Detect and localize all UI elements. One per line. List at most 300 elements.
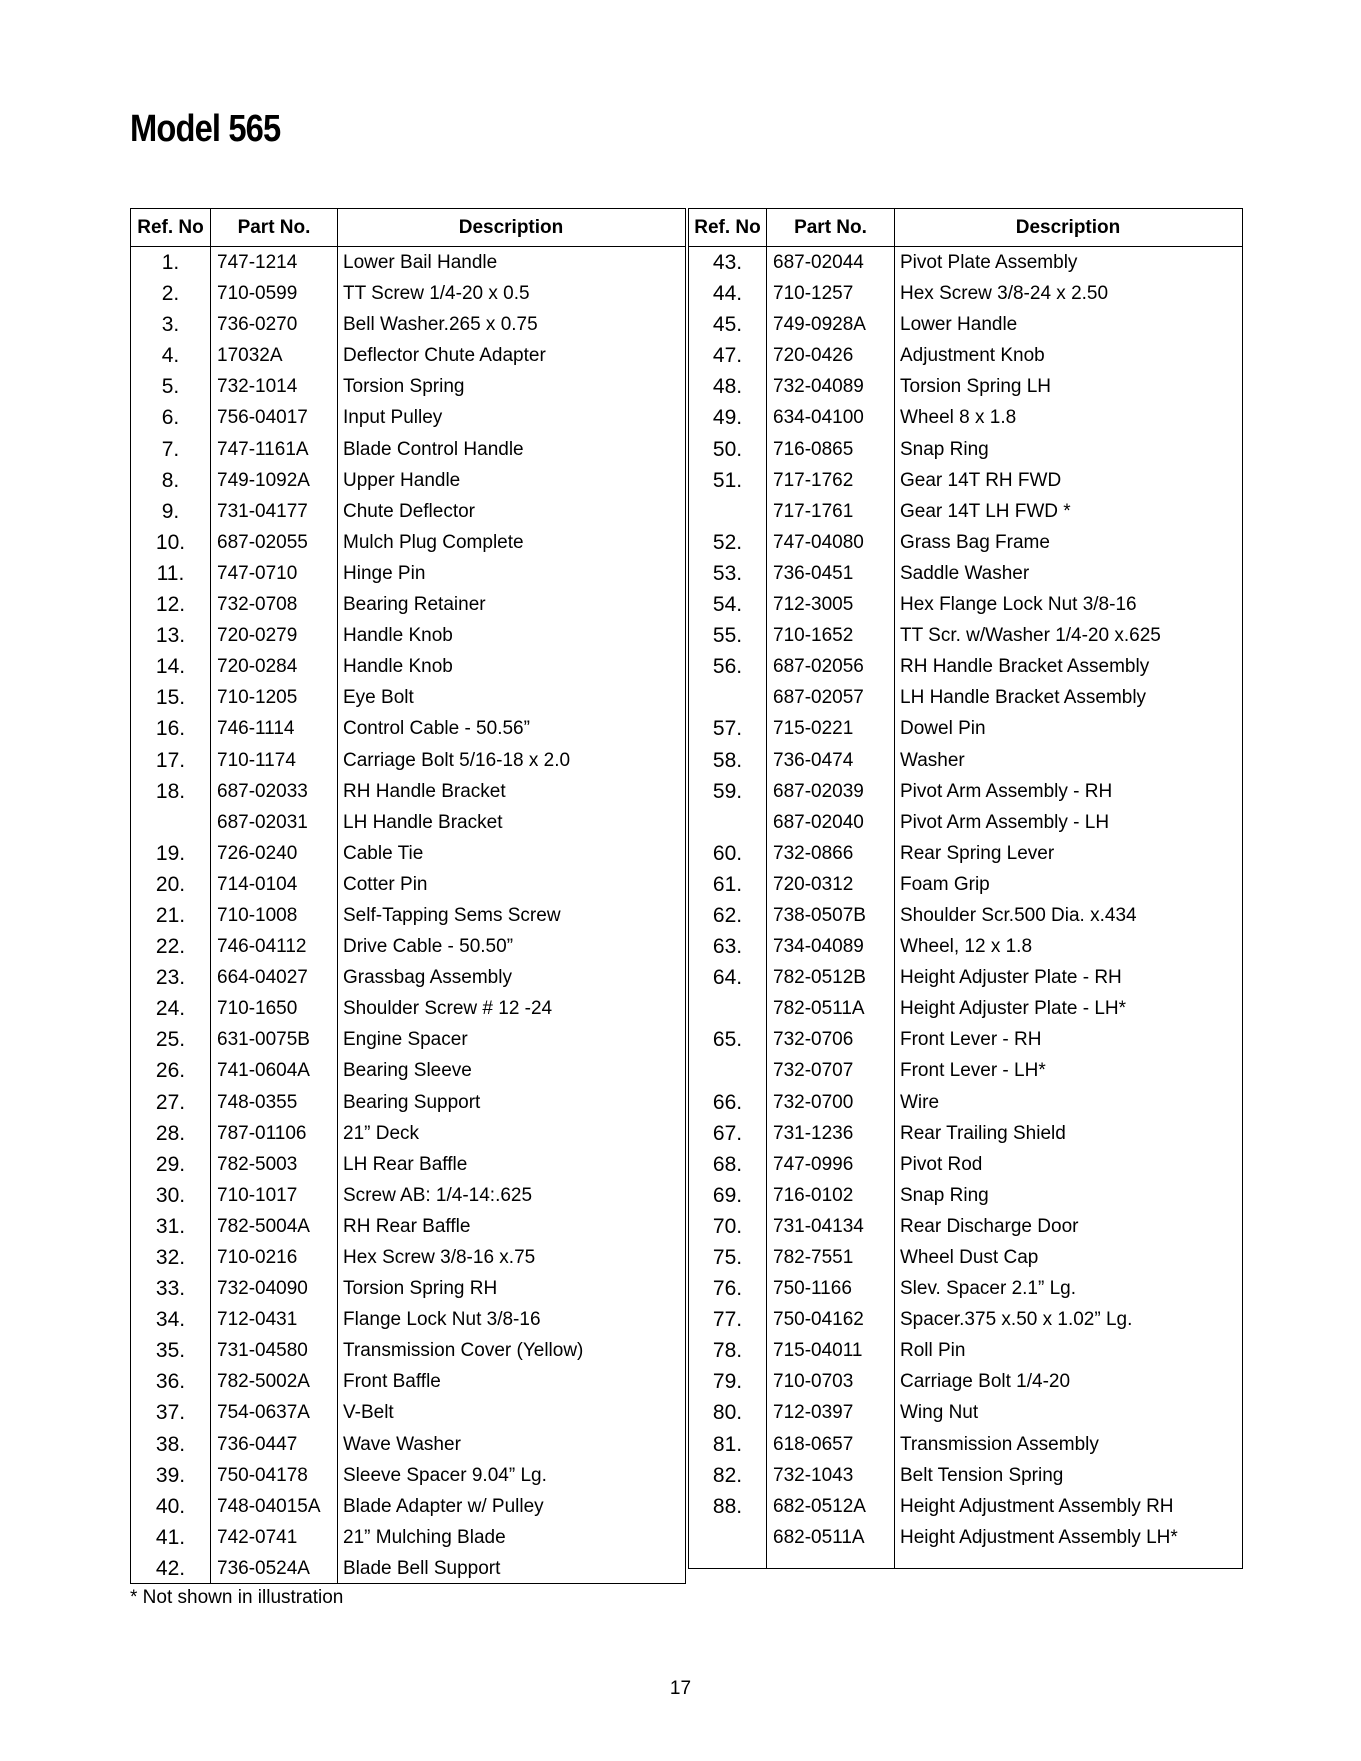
- footnote: * Not shown in illustration: [130, 1587, 344, 1608]
- description-cell: Mulch Plug Complete: [343, 531, 524, 553]
- ref-no-cell: 21.: [155, 903, 186, 927]
- ref-no-cell: 10.: [155, 530, 186, 554]
- ref-no-cell: 33.: [155, 1277, 186, 1301]
- table-body: [131, 247, 685, 1584]
- table-row: [131, 1242, 685, 1273]
- table-header: [689, 209, 1242, 247]
- ref-no-cell: 6.: [161, 406, 180, 430]
- description-cell: Cotter Pin: [343, 873, 428, 895]
- table-row: [689, 993, 1242, 1024]
- table-row: [689, 1211, 1242, 1242]
- description-cell: Height Adjustment Assembly RH: [900, 1495, 1174, 1517]
- part-no-cell: 717-1761: [773, 500, 854, 522]
- table-row: [689, 340, 1242, 371]
- ref-no-cell: 23.: [155, 966, 186, 990]
- ref-no-cell: 11.: [156, 561, 185, 585]
- description-cell: Lower Bail Handle: [343, 252, 498, 273]
- parts-table-right: [688, 208, 1243, 1569]
- ref-no-cell: 63.: [712, 935, 743, 959]
- ref-no-cell: 62.: [712, 903, 743, 927]
- ref-no-cell: 2.: [161, 282, 180, 306]
- table-row: [689, 402, 1242, 433]
- description-cell: Blade Bell Support: [343, 1557, 501, 1579]
- description-cell: Hex Screw 3/8-24 x 2.50: [900, 283, 1109, 305]
- description-cell: Shoulder Scr.500 Dia. x.434: [900, 904, 1137, 926]
- table-row: [131, 993, 685, 1024]
- part-no-cell: 634-04100: [773, 407, 864, 429]
- description-cell: Carriage Bolt 5/16-18 x 2.0: [343, 749, 571, 771]
- table-row: [131, 900, 685, 931]
- part-no-cell: 710-1017: [217, 1184, 298, 1206]
- description-cell: Torsion Spring: [343, 376, 465, 398]
- ref-no-cell: 61.: [712, 872, 743, 896]
- ref-no-cell: 41.: [155, 1525, 186, 1549]
- part-no-header: Part No.: [794, 217, 867, 238]
- ref-no-cell: 57.: [712, 717, 743, 741]
- table-row: [689, 1491, 1242, 1522]
- table-row: [689, 682, 1242, 713]
- table-header: [131, 209, 685, 247]
- description-cell: Wheel Dust Cap: [900, 1247, 1039, 1268]
- ref-no-cell: [689, 993, 766, 1024]
- part-no-cell: 720-0312: [773, 873, 854, 895]
- description-cell: Saddle Washer: [900, 562, 1030, 584]
- part-no-cell: 782-5003: [217, 1153, 298, 1175]
- parts-table-left: [130, 208, 686, 1584]
- table-row: [689, 745, 1242, 776]
- ref-no-cell: 35.: [155, 1339, 186, 1363]
- part-no-cell: 687-02033: [217, 780, 308, 802]
- table-row: [131, 247, 685, 278]
- table-row: [131, 558, 685, 589]
- table-row: [689, 651, 1242, 682]
- part-no-cell: 746-1114: [217, 718, 295, 740]
- part-no-cell: 736-0451: [773, 562, 854, 584]
- ref-no-cell: 66.: [712, 1090, 743, 1114]
- ref-no-cell: 49.: [712, 406, 743, 430]
- table-row: [131, 1366, 685, 1397]
- part-no-cell: 712-0431: [217, 1309, 298, 1331]
- ref-no-cell: 8.: [161, 468, 180, 492]
- description-cell: Hex Screw 3/8-16 x.75: [343, 1247, 536, 1268]
- ref-no-cell: 45.: [712, 313, 743, 337]
- table-row: [131, 1055, 685, 1086]
- part-no-cell: 732-04089: [773, 376, 864, 398]
- part-no-cell: 710-1650: [217, 998, 298, 1020]
- description-cell: Pivot Arm Assembly - LH: [900, 811, 1110, 833]
- ref-no-cell: 59.: [712, 779, 743, 803]
- ref-no-cell: 1.: [161, 251, 180, 274]
- part-no-cell: 720-0426: [773, 345, 854, 367]
- part-no-cell: 748-04015A: [217, 1495, 321, 1517]
- ref-no-cell: 69.: [712, 1183, 743, 1207]
- description-cell: Wheel 8 x 1.8: [900, 407, 1017, 429]
- description-cell: Drive Cable - 50.50”: [343, 936, 514, 958]
- part-no-cell: 732-0866: [773, 842, 854, 864]
- description-cell: Flange Lock Nut 3/8-16: [343, 1309, 541, 1331]
- ref-no-cell: 5.: [161, 375, 180, 399]
- table-row: [689, 1429, 1242, 1460]
- part-no-cell: 731-1236: [773, 1122, 854, 1144]
- part-no-cell: 682-0511A: [773, 1526, 865, 1548]
- ref-no-cell: 50.: [712, 437, 743, 461]
- table-row: [689, 1024, 1242, 1055]
- part-no-cell: 750-04162: [773, 1309, 864, 1331]
- ref-no-cell: [689, 496, 766, 527]
- part-no-cell: 748-0355: [217, 1091, 298, 1113]
- part-no-cell: 710-1174: [217, 749, 296, 771]
- table-row: [689, 1304, 1242, 1335]
- description-cell: Transmission Cover (Yellow): [343, 1340, 584, 1362]
- table-row: [689, 1366, 1242, 1397]
- ref-no-cell: 68.: [712, 1152, 743, 1176]
- description-cell: Gear 14T LH FWD *: [900, 500, 1071, 522]
- description-cell: Input Pulley: [343, 407, 443, 429]
- part-no-cell: 747-1161A: [217, 438, 309, 460]
- description-cell: Front Lever - LH*: [900, 1060, 1046, 1082]
- description-cell: Hex Flange Lock Nut 3/8-16: [900, 594, 1137, 616]
- description-cell: Eye Bolt: [343, 687, 414, 709]
- table-row: [131, 776, 685, 807]
- description-cell: Wire: [900, 1091, 940, 1113]
- part-no-cell: 710-0703: [773, 1371, 854, 1393]
- table-row: [131, 1024, 685, 1055]
- table-row: [131, 1118, 685, 1149]
- part-no-cell: 782-5002A: [217, 1371, 310, 1393]
- ref-no-cell: 20.: [155, 872, 186, 896]
- description-cell: Pivot Arm Assembly - RH: [900, 780, 1113, 802]
- description-cell: Wave Washer: [343, 1433, 461, 1455]
- description-cell: Pivot Rod: [900, 1153, 983, 1175]
- table-row: [131, 1522, 685, 1553]
- table-row: [689, 558, 1242, 589]
- ref-no-cell: 58.: [712, 748, 743, 772]
- table-row: [689, 807, 1242, 838]
- ref-no-cell: 78.: [712, 1339, 743, 1363]
- table-row: [689, 309, 1242, 340]
- description-cell: Handle Knob: [343, 625, 453, 647]
- part-no-cell: 731-04134: [773, 1215, 864, 1237]
- part-no-cell: 732-0707: [773, 1060, 854, 1082]
- ref-no-cell: [689, 1055, 766, 1086]
- ref-no-cell: 76.: [712, 1277, 743, 1301]
- part-no-cell: 716-0102: [773, 1184, 854, 1206]
- part-no-cell: 618-0657: [773, 1433, 854, 1455]
- ref-no-cell: 26.: [155, 1059, 186, 1083]
- part-no-cell: 749-1092A: [217, 469, 310, 491]
- table-row: [689, 589, 1242, 620]
- description-cell: Foam Grip: [900, 873, 990, 895]
- description-cell: Upper Handle: [343, 469, 461, 491]
- table-row: [131, 1273, 685, 1304]
- part-no-cell: 712-0397: [773, 1402, 854, 1424]
- description-cell: Rear Discharge Door: [900, 1215, 1079, 1237]
- ref-no-cell: 4.: [161, 344, 180, 368]
- table-row: [131, 1335, 685, 1366]
- description-cell: Control Cable - 50.56”: [343, 718, 530, 740]
- part-no-cell: 631-0075B: [217, 1029, 310, 1051]
- part-no-cell: 710-1257: [773, 283, 854, 305]
- ref-no-cell: 43.: [712, 251, 743, 274]
- table-row: [689, 776, 1242, 807]
- description-cell: V-Belt: [343, 1402, 394, 1424]
- table-row: [131, 527, 685, 558]
- table-row: [131, 1397, 685, 1428]
- description-header: Description: [458, 217, 564, 238]
- ref-no-cell: 39.: [155, 1463, 186, 1487]
- table-row: [689, 869, 1242, 900]
- part-no-cell: 714-0104: [217, 873, 298, 895]
- description-cell: Front Baffle: [343, 1371, 441, 1393]
- part-no-cell: 687-02044: [773, 252, 864, 273]
- part-no-cell: 782-0511A: [773, 998, 865, 1020]
- description-cell: TT Scr. w/Washer 1/4-20 x.625: [900, 625, 1161, 647]
- table-row: [689, 1087, 1242, 1118]
- table-row: [131, 402, 685, 433]
- ref-no-cell: 64.: [712, 966, 743, 990]
- table-row: [131, 869, 685, 900]
- ref-no-cell: 40.: [155, 1494, 186, 1518]
- ref-no-cell: 70.: [712, 1214, 743, 1238]
- description-cell: Wing Nut: [900, 1402, 979, 1424]
- ref-no-cell: 7.: [161, 437, 180, 461]
- ref-no-cell: 28.: [155, 1121, 186, 1145]
- part-no-cell: 741-0604A: [217, 1060, 310, 1082]
- description-cell: Torsion Spring RH: [343, 1278, 498, 1300]
- table-row: [131, 1211, 685, 1242]
- table-row: [131, 1180, 685, 1211]
- table-row: [689, 1522, 1242, 1553]
- description-cell: RH Handle Bracket Assembly: [900, 656, 1150, 678]
- description-cell: Carriage Bolt 1/4-20: [900, 1371, 1071, 1393]
- description-cell: Sleeve Spacer 9.04” Lg.: [343, 1464, 547, 1486]
- table-row: [689, 713, 1242, 744]
- part-no-cell: 715-0221: [773, 718, 854, 740]
- ref-no-cell: [131, 807, 210, 838]
- table-row: [689, 1149, 1242, 1180]
- ref-no-cell: 82.: [712, 1463, 743, 1487]
- part-no-cell: 710-0216: [217, 1247, 298, 1268]
- description-cell: Handle Knob: [343, 656, 453, 678]
- table-row: [689, 1242, 1242, 1273]
- description-cell: Front Lever - RH: [900, 1029, 1042, 1051]
- ref-no-cell: 60.: [712, 841, 743, 865]
- part-no-cell: 732-0706: [773, 1029, 854, 1051]
- page-number: 17: [669, 1678, 692, 1699]
- ref-no-cell: 22.: [155, 935, 186, 959]
- part-no-cell: 782-0512B: [773, 967, 866, 989]
- table-row: [131, 651, 685, 682]
- part-no-cell: 746-04112: [217, 936, 307, 958]
- part-no-cell: 747-1214: [217, 252, 298, 273]
- ref-no-cell: 16.: [155, 717, 186, 741]
- part-no-cell: 720-0279: [217, 625, 298, 647]
- description-cell: RH Handle Bracket: [343, 780, 506, 802]
- ref-no-cell: 67.: [712, 1121, 743, 1145]
- part-no-cell: 750-1166: [773, 1278, 852, 1300]
- description-cell: LH Rear Baffle: [343, 1153, 468, 1175]
- table-row: [131, 278, 685, 309]
- description-cell: LH Handle Bracket Assembly: [900, 687, 1147, 709]
- part-no-cell: 742-0741: [217, 1526, 298, 1548]
- ref-no-cell: 80.: [712, 1401, 743, 1425]
- description-cell: Rear Spring Lever: [900, 842, 1055, 864]
- ref-no-header: Ref. No: [694, 217, 761, 238]
- ref-no-cell: 15.: [155, 686, 186, 710]
- part-no-cell: 716-0865: [773, 438, 854, 460]
- ref-no-cell: 48.: [712, 375, 743, 399]
- part-no-cell: 747-04080: [773, 531, 864, 553]
- ref-no-cell: 44.: [712, 282, 743, 306]
- ref-no-cell: 75.: [712, 1246, 743, 1269]
- part-no-cell: 664-04027: [217, 967, 308, 989]
- ref-no-cell: 34.: [155, 1308, 186, 1332]
- part-no-cell: 736-0447: [217, 1433, 298, 1455]
- part-no-cell: 732-0708: [217, 594, 298, 616]
- ref-no-cell: 37.: [155, 1401, 186, 1425]
- part-no-header: Part No.: [237, 217, 311, 238]
- table-row: [131, 465, 685, 496]
- part-no-cell: 710-0599: [217, 283, 298, 305]
- description-cell: Hinge Pin: [343, 562, 426, 584]
- description-cell: Height Adjustment Assembly LH*: [900, 1526, 1178, 1548]
- part-no-cell: 734-04089: [773, 936, 864, 958]
- part-no-cell: 710-1652: [773, 625, 854, 647]
- part-no-cell: 747-0710: [217, 562, 298, 584]
- table-row: [131, 682, 685, 713]
- part-no-cell: 687-02039: [773, 780, 864, 802]
- ref-no-cell: 14.: [155, 655, 186, 679]
- part-no-cell: 687-02056: [773, 656, 864, 678]
- description-cell: Self-Tapping Sems Screw: [343, 904, 561, 926]
- part-no-cell: 682-0512A: [773, 1495, 866, 1517]
- ref-no-cell: 55.: [712, 624, 743, 648]
- table-row: [689, 465, 1242, 496]
- part-no-cell: 731-04177: [217, 500, 308, 522]
- ref-no-cell: 56.: [712, 655, 743, 679]
- table-row: [131, 931, 685, 962]
- table-row: [131, 807, 685, 838]
- part-no-cell: 717-1762: [773, 469, 854, 491]
- table-row: [689, 527, 1242, 558]
- part-no-cell: 710-1205: [217, 687, 298, 709]
- table-row: [689, 1273, 1242, 1304]
- description-cell: Height Adjuster Plate - RH: [900, 967, 1122, 989]
- table-row: [131, 1429, 685, 1460]
- ref-no-cell: 24.: [155, 997, 186, 1021]
- table-row: [131, 962, 685, 993]
- ref-no-cell: 13.: [155, 624, 186, 648]
- description-cell: LH Handle Bracket: [343, 811, 503, 833]
- table-row: [689, 1335, 1242, 1366]
- ref-no-cell: [689, 807, 766, 838]
- description-cell: Screw AB: 1/4-14:.625: [343, 1184, 533, 1206]
- description-cell: Wheel, 12 x 1.8: [900, 936, 1033, 958]
- part-no-cell: 687-02057: [773, 687, 864, 709]
- table-row: [689, 278, 1242, 309]
- ref-no-cell: 53.: [712, 561, 743, 585]
- description-cell: Deflector Chute Adapter: [343, 345, 546, 367]
- table-row: [689, 1460, 1242, 1491]
- description-cell: Bearing Support: [343, 1091, 481, 1113]
- ref-no-cell: 27.: [155, 1090, 186, 1114]
- part-no-cell: 782-5004A: [217, 1215, 310, 1237]
- table-row: [689, 496, 1242, 527]
- ref-no-cell: 32.: [155, 1246, 186, 1269]
- part-no-cell: 756-04017: [217, 407, 308, 429]
- part-no-cell: 710-1008: [217, 904, 298, 926]
- part-no-cell: 720-0284: [217, 656, 298, 678]
- ref-no-cell: 47.: [712, 344, 743, 368]
- table-row: [131, 1304, 685, 1335]
- part-no-cell: 715-04011: [773, 1340, 863, 1362]
- table-row: [131, 1460, 685, 1491]
- description-cell: Washer: [900, 749, 965, 771]
- ref-no-cell: 81.: [712, 1432, 743, 1456]
- table-row: [689, 247, 1242, 278]
- part-no-cell: 732-0700: [773, 1091, 854, 1113]
- description-cell: Transmission Assembly: [900, 1433, 1099, 1455]
- table-row: [131, 745, 685, 776]
- part-no-cell: 712-3005: [773, 594, 854, 616]
- table-row: [689, 371, 1242, 402]
- description-cell: TT Screw 1/4-20 x 0.5: [343, 283, 530, 305]
- description-cell: Snap Ring: [900, 1184, 989, 1206]
- description-cell: Grass Bag Frame: [900, 531, 1050, 553]
- description-cell: Lower Handle: [900, 314, 1018, 336]
- table-row: [689, 620, 1242, 651]
- part-no-cell: 732-04090: [217, 1278, 308, 1300]
- ref-no-cell: 79.: [712, 1370, 743, 1394]
- part-no-cell: 754-0637A: [217, 1402, 310, 1424]
- ref-no-cell: 36.: [155, 1370, 186, 1394]
- description-cell: Shoulder Screw # 12 -24: [343, 998, 553, 1020]
- page-title: Model 565: [130, 108, 281, 150]
- table-row: [131, 434, 685, 465]
- ref-no-cell: 30.: [155, 1183, 186, 1207]
- description-cell: Slev. Spacer 2.1” Lg.: [900, 1278, 1077, 1300]
- description-cell: Grassbag Assembly: [343, 967, 512, 989]
- part-no-cell: 736-0474: [773, 749, 854, 771]
- table-row: [131, 371, 685, 402]
- table-row: [689, 1118, 1242, 1149]
- description-cell: Engine Spacer: [343, 1029, 468, 1051]
- table-row: [689, 931, 1242, 962]
- description-cell: Pivot Plate Assembly: [900, 252, 1078, 273]
- description-cell: Roll Pin: [900, 1340, 966, 1362]
- table-row: [131, 838, 685, 869]
- ref-no-cell: 29.: [155, 1152, 186, 1176]
- ref-no-cell: 77.: [712, 1308, 743, 1332]
- ref-no-cell: 51.: [712, 468, 743, 492]
- part-no-cell: 787-01106: [217, 1122, 307, 1144]
- part-no-cell: 738-0507B: [773, 904, 866, 926]
- ref-no-cell: 12.: [155, 593, 186, 617]
- ref-no-cell: 9.: [161, 499, 180, 523]
- table-row: [131, 589, 685, 620]
- ref-no-cell: 18.: [155, 779, 186, 803]
- description-cell: Chute Deflector: [343, 500, 476, 522]
- table-row: [689, 434, 1242, 465]
- description-cell: Rear Trailing Shield: [900, 1122, 1066, 1144]
- table-row: [131, 1149, 685, 1180]
- table-row: [131, 1087, 685, 1118]
- description-cell: Height Adjuster Plate - LH*: [900, 998, 1127, 1020]
- description-cell: Bearing Sleeve: [343, 1060, 472, 1082]
- description-cell: Torsion Spring LH: [900, 376, 1052, 398]
- ref-no-cell: 17.: [155, 748, 186, 772]
- ref-no-cell: [689, 682, 766, 713]
